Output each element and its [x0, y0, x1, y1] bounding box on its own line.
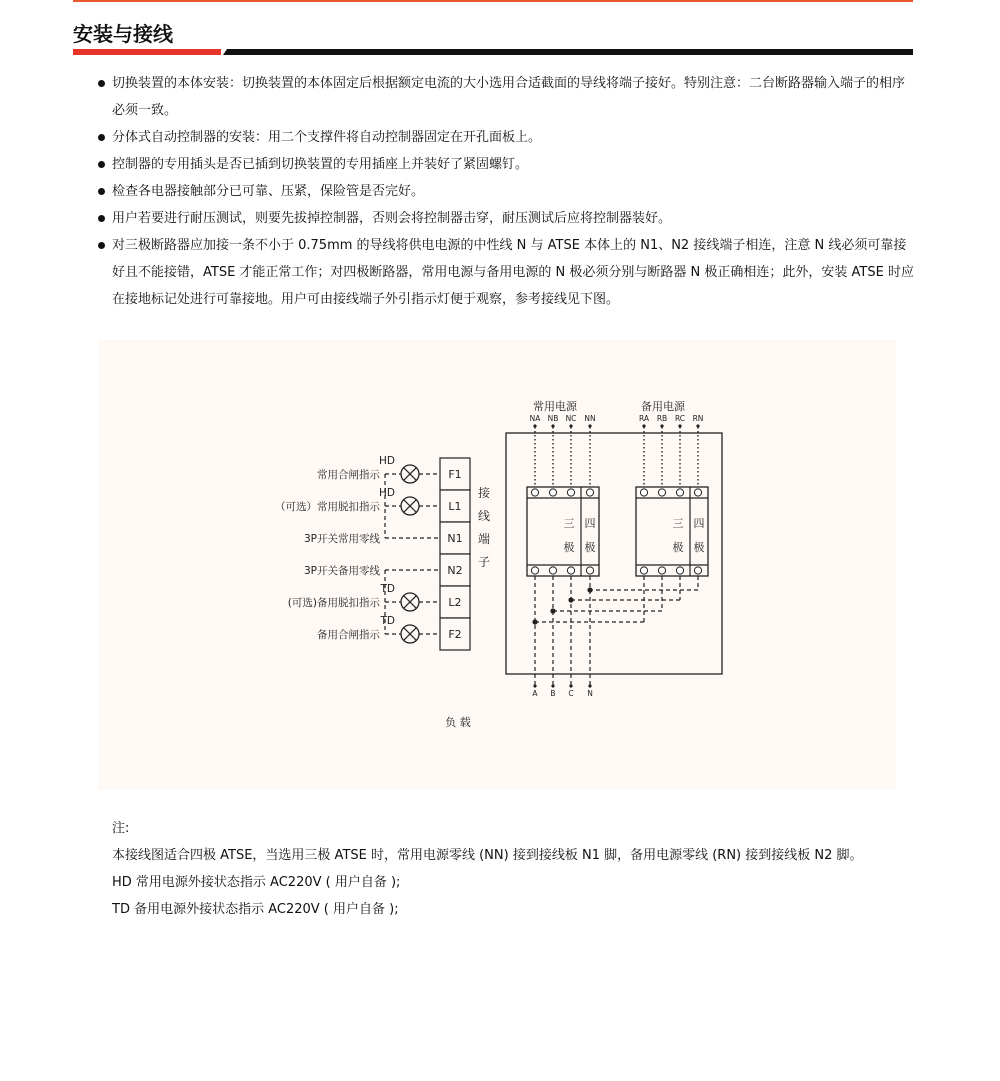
terminal-screw-icon — [531, 567, 538, 574]
terminal-block-label: 子 — [477, 555, 491, 569]
three-pole-label: 三 — [563, 517, 575, 530]
terminal-screw-icon — [658, 567, 665, 574]
indicator-label: (可选)备用脱扣指示 — [287, 597, 380, 609]
terminal-label: F1 — [448, 468, 462, 481]
bullet-text: 控制器的专用插头是否已插到切换装置的专用插座上并装好了紧固螺钉。 — [112, 157, 529, 172]
bullet-item — [96, 205, 916, 232]
terminal-screw-icon — [640, 567, 647, 574]
bullet-item — [96, 70, 916, 124]
three-pole-label: 极 — [672, 541, 684, 554]
terminal-screw-icon — [676, 567, 683, 574]
terminal-screw-icon — [549, 567, 556, 574]
output-phase-label: A — [532, 689, 538, 698]
terminal-block-label: 端 — [477, 532, 491, 546]
backup-breaker — [636, 487, 708, 576]
normal-source-title: 常用电源 — [533, 400, 577, 413]
bullet-dot-icon — [98, 134, 105, 141]
phase-label: NA — [529, 414, 541, 423]
output-dot-icon — [551, 684, 554, 687]
bullet-text: 切换装置的本体安装：切换装置的本体固定后根据额定电流的大小选用合适截面的导线将端子接好。特别注意：二台断路器输入端子的相序必须一致。 — [112, 76, 906, 118]
title-underline-dark — [223, 49, 913, 55]
terminal-block-label: 接 — [477, 486, 491, 500]
terminal-screw-icon — [531, 489, 538, 496]
output-phase-label: B — [550, 689, 556, 698]
bullet-item — [96, 151, 916, 178]
terminal-screw-icon — [676, 489, 683, 496]
junction-dot-icon — [532, 619, 537, 624]
title-underline-accent — [73, 49, 221, 55]
indicator-label: 备用合闸指示 — [317, 629, 380, 641]
indicator-label: 常用合闸指示 — [317, 469, 380, 481]
phase-label: RA — [638, 414, 650, 423]
phase-label: RC — [674, 414, 686, 423]
output-dot-icon — [569, 684, 572, 687]
output-phase-label: C — [568, 689, 574, 698]
bullet-text: 对三极断路器应加接一条不小于 0.75mm 的导线将供电电源的中性线 N 与 ATSE 本体上的 N1、N2 接线端子相连，注意 N 线必须可靠接好且不能接错，ATSE 才能正常工作；对四极断路器，常用电源与备用电源的 N 极必须分别与断路器 N 极正确相连；此外，安装 ATSE 时应在接地标记处进行可靠接地。用户可由接线端子外引指示灯便于观察，参考接线见下图。 — [112, 238, 914, 307]
bullet-item — [96, 124, 916, 151]
bullet-item — [96, 232, 916, 313]
bullet-text: 分体式自动控制器的安装：用二个支撑件将自动控制器固定在开孔面板上。 — [112, 130, 542, 145]
notes-heading: 注: — [112, 821, 130, 836]
terminal-label: F2 — [448, 628, 462, 641]
phase-label: NN — [584, 414, 596, 423]
output-dot-icon — [533, 684, 536, 687]
terminal-screw-icon — [694, 567, 701, 574]
phase-label: RB — [656, 414, 668, 423]
note-line: 本接线图适合四极 ATSE，当选用三极 ATSE 时，常用电源零线 (NN) 接到接线板 N1 脚，备用电源零线 (RN) 接到接线板 N2 脚。 — [112, 848, 863, 863]
bullet-dot-icon — [98, 188, 105, 195]
bullet-text: 检查各电器接触部分已可靠、压紧，保险管是否完好。 — [112, 184, 425, 199]
junction-dot-icon — [550, 608, 555, 613]
terminal-screw-icon — [658, 489, 665, 496]
notes-section — [112, 815, 912, 923]
terminal-screw-icon — [586, 489, 593, 496]
title-underline — [73, 49, 913, 55]
phase-label: NC — [565, 414, 577, 423]
terminal-screw-icon — [567, 489, 574, 496]
note-line: TD 备用电源外接状态指示 AC220V ( 用户自备 ); — [112, 902, 399, 917]
bullet-item — [96, 178, 916, 205]
four-pole-label: 极 — [584, 541, 596, 554]
bullet-dot-icon — [98, 161, 105, 168]
bullet-dot-icon — [98, 242, 105, 249]
four-pole-label: 四 — [584, 517, 596, 530]
bullet-dot-icon — [98, 80, 105, 87]
output-phase-label: N — [587, 689, 593, 698]
junction-dot-icon — [568, 597, 573, 602]
wiring-diagram-svg — [98, 340, 896, 790]
terminal-screw-icon — [567, 567, 574, 574]
terminal-label: N1 — [447, 532, 463, 545]
phase-label: RN — [692, 414, 704, 423]
bullet-text: 用户若要进行耐压测试，则要先拔掉控制器，否则会将控制器击穿，耐压测试后应将控制器装好。 — [112, 211, 672, 226]
lamp-label: HD — [379, 487, 395, 499]
section-title: 安装与接线 — [73, 22, 173, 46]
four-pole-label: 极 — [693, 541, 705, 554]
terminal-screw-icon — [549, 489, 556, 496]
terminal-label: L2 — [448, 596, 462, 609]
terminal-screw-icon — [586, 567, 593, 574]
lamp-label: TD — [380, 583, 395, 595]
backup-source-title: 备用电源 — [641, 400, 685, 413]
wiring-diagram — [98, 340, 896, 790]
lamp-label: HD — [379, 455, 395, 467]
terminal-screw-icon — [694, 489, 701, 496]
bullet-dot-icon — [98, 215, 105, 222]
junction-dot-icon — [587, 587, 592, 592]
load-label: 负 载 — [445, 716, 471, 729]
four-pole-label: 四 — [693, 517, 705, 530]
output-dot-icon — [588, 684, 591, 687]
lamp-label: TD — [380, 615, 395, 627]
normal-breaker — [527, 487, 599, 576]
installation-bullet-list — [96, 70, 916, 313]
phase-label: NB — [547, 414, 559, 423]
indicator-label: 3P开关备用零线 — [303, 565, 380, 577]
terminal-screw-icon — [640, 489, 647, 496]
top-rule — [73, 0, 913, 2]
indicator-label: （可选）常用脱扣指示 — [275, 501, 380, 513]
terminal-label: L1 — [448, 500, 462, 513]
indicator-label: 3P开关常用零线 — [303, 533, 380, 545]
three-pole-label: 极 — [563, 541, 575, 554]
terminal-block-label: 线 — [477, 509, 491, 523]
terminal-label: N2 — [447, 564, 463, 577]
three-pole-label: 三 — [672, 517, 684, 530]
note-line: HD 常用电源外接状态指示 AC220V ( 用户自备 ); — [112, 875, 401, 890]
